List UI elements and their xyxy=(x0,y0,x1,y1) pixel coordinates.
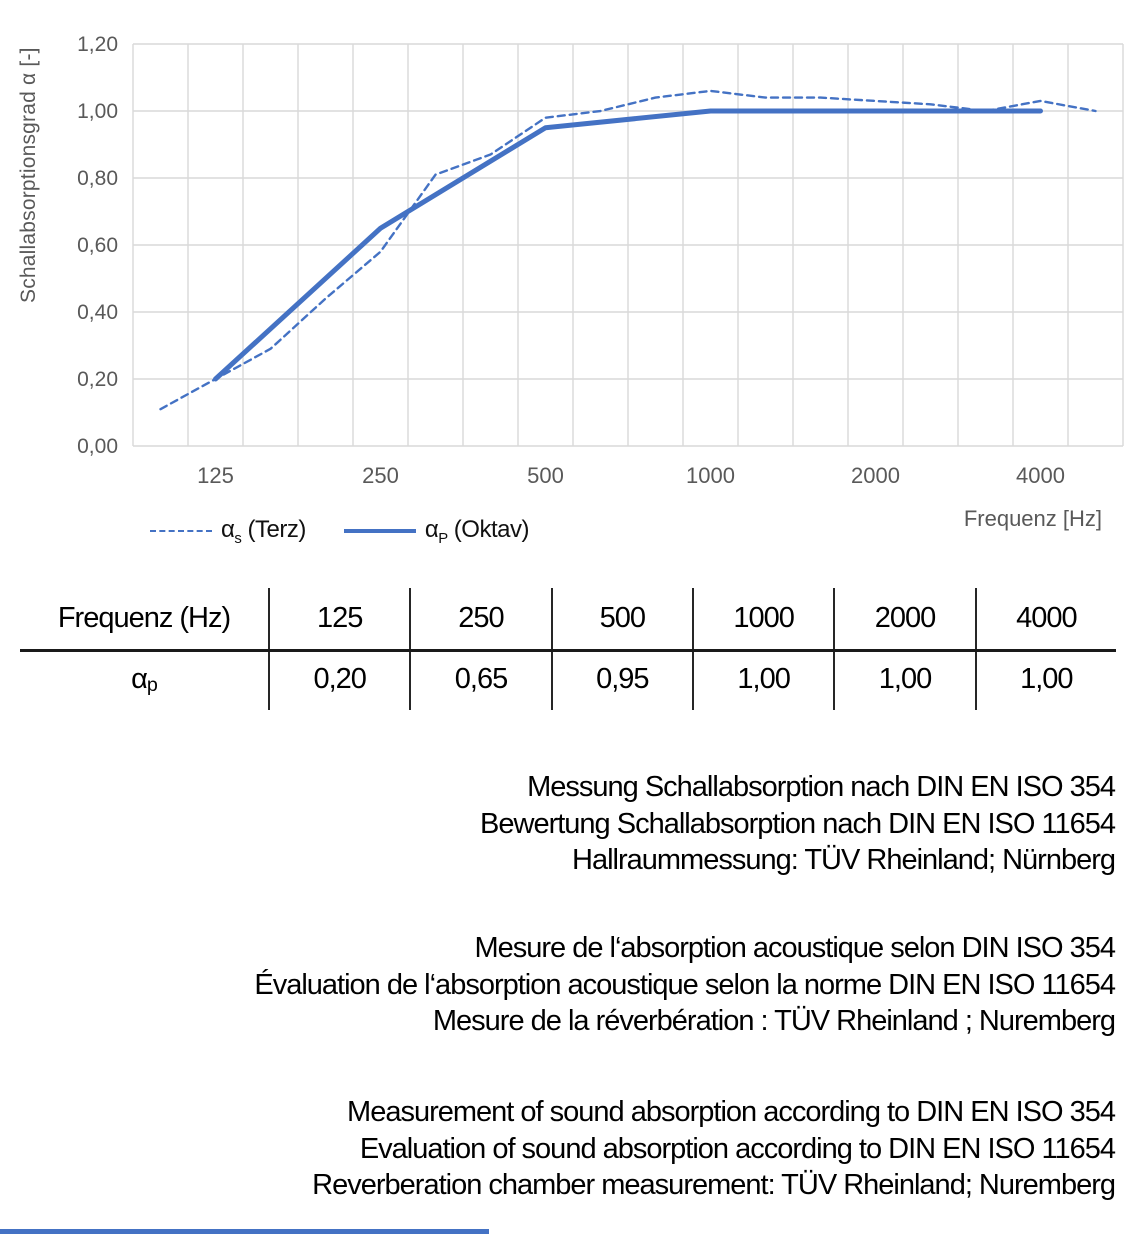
legend-item-oktav xyxy=(344,516,529,547)
x-tick-label: 500 xyxy=(527,463,564,488)
note-block-english xyxy=(312,1094,1115,1204)
table-value-cell: 1,00 xyxy=(833,649,974,710)
table-value-cell: 1,00 xyxy=(975,649,1116,710)
table-header-cell: 1000 xyxy=(692,588,833,649)
table-header-divider xyxy=(20,649,1116,652)
x-axis-title: Frequenz [Hz] xyxy=(963,506,1102,531)
y-tick-label: 0,80 xyxy=(77,167,118,190)
note-line-german: Hallraummessung: TÜV Rheinland; Nürnberg xyxy=(572,844,1115,876)
note-line-french: Mesure de l‘absorption acoustique selon DIN ISO 354 xyxy=(474,932,1115,964)
table-value-cell: 1,00 xyxy=(692,649,833,710)
chart-legend xyxy=(150,515,529,547)
table-header-cell: 250 xyxy=(409,588,550,649)
y-axis-title: Schallabsorptionsgrad α [-] xyxy=(17,47,40,303)
x-tick-label: 1000 xyxy=(686,463,735,488)
note-line-german: Messung Schallabsorption nach DIN EN ISO 354 xyxy=(527,771,1115,803)
bottom-accent-bar xyxy=(0,1229,489,1234)
legend-label-oktav: $\alpha_P$ (Oktav) xyxy=(424,515,529,547)
table-value-cell: 0,20 xyxy=(268,649,409,710)
legend-item-terz xyxy=(150,516,306,547)
x-tick-label: 2000 xyxy=(851,463,900,488)
table-value-cell: 0,95 xyxy=(551,649,692,710)
absorption-chart xyxy=(0,0,1135,500)
table-header-cell: Frequenz (Hz) xyxy=(57,602,231,634)
note-block-french xyxy=(254,930,1115,1040)
y-tick-label: 1,20 xyxy=(77,33,118,56)
table-header-cell: 4000 xyxy=(975,588,1116,649)
y-tick-label: 1,00 xyxy=(77,100,118,123)
x-tick-label: 125 xyxy=(197,463,234,488)
note-line-french: Évaluation de l‘absorption acoustique selon la norme DIN EN ISO 11654 xyxy=(254,968,1115,1001)
table-header-cell: 2000 xyxy=(833,588,974,649)
table-header-cell: 500 xyxy=(551,588,692,649)
y-tick-label: 0,40 xyxy=(77,301,118,324)
y-tick-label: 0,60 xyxy=(77,234,118,257)
note-line-english: Measurement of sound absorption according to DIN EN ISO 354 xyxy=(347,1096,1115,1128)
x-tick-label: 4000 xyxy=(1016,463,1065,488)
note-line-english: Evaluation of sound absorption according to DIN EN ISO 11654 xyxy=(359,1132,1115,1165)
dashed-line-sample-icon xyxy=(150,530,212,532)
x-tick-label: 250 xyxy=(362,463,399,488)
note-line-german: Bewertung Schallabsorption nach DIN EN ISO 11654 xyxy=(480,807,1115,840)
note-line-french: Mesure de la réverbération : TÜV Rheinland ; Nuremberg xyxy=(432,1005,1115,1037)
legend-label-terz: $\alpha_s$ (Terz) xyxy=(221,515,306,547)
table-row-label-alpha-p: α p xyxy=(131,663,157,696)
y-tick-label: 0,00 xyxy=(77,435,118,458)
solid-line-sample-icon xyxy=(344,529,416,534)
note-block-german xyxy=(480,769,1115,879)
table-value-cell: 0,65 xyxy=(409,649,550,710)
y-tick-label: 0,20 xyxy=(77,368,118,391)
note-line-english: Reverberation chamber measurement: TÜV Rheinland; Nuremberg xyxy=(312,1169,1115,1201)
table-header-cell: 125 xyxy=(268,588,409,649)
